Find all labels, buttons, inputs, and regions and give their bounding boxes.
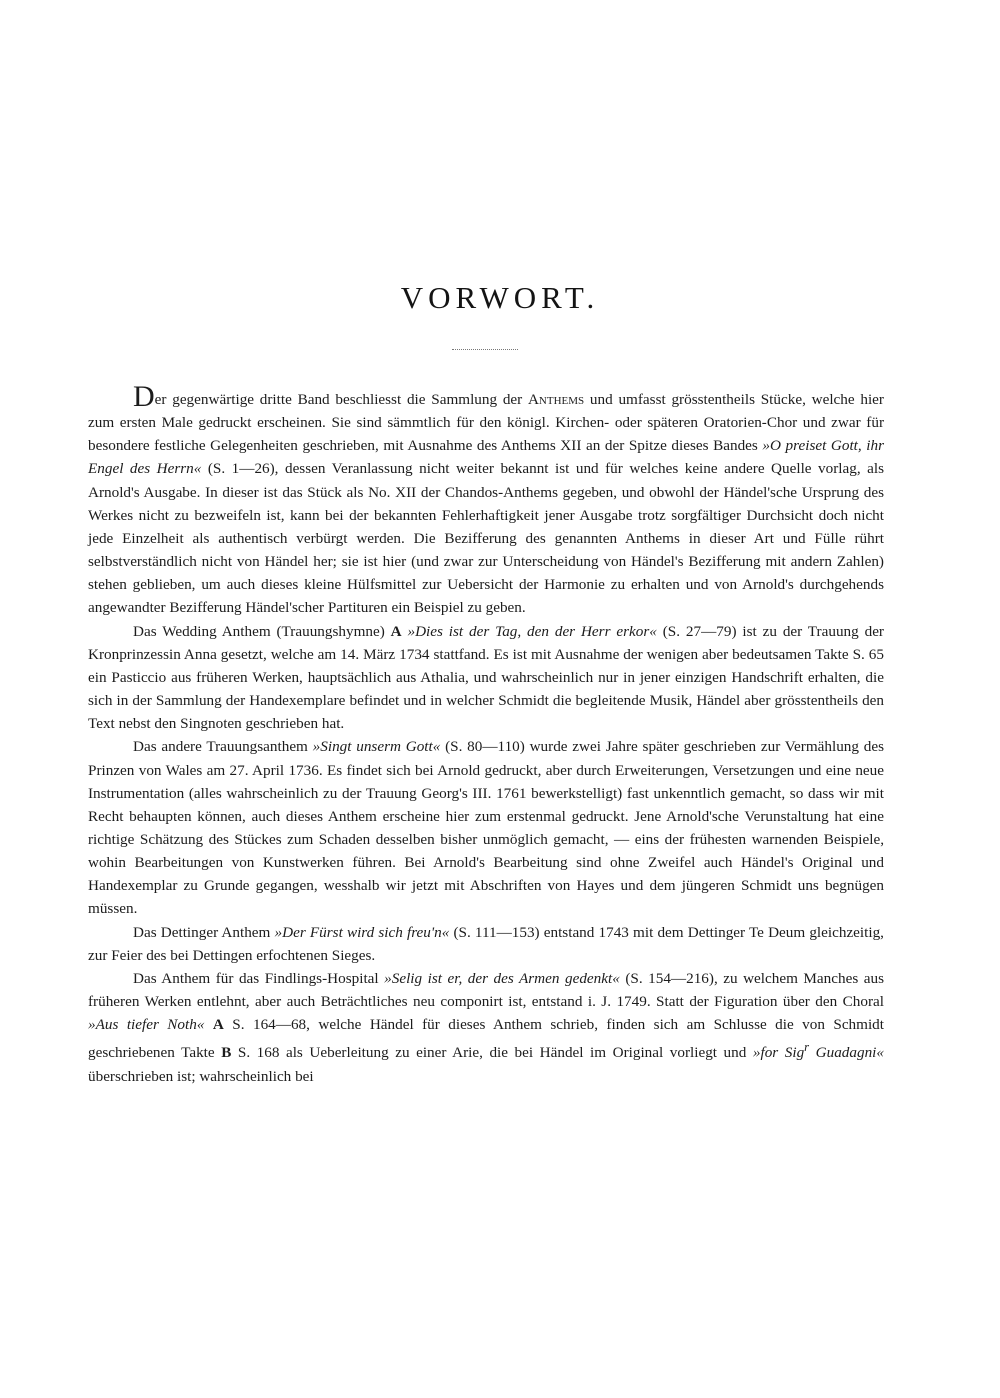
paragraph-4 xyxy=(88,921,884,967)
paragraph-1 xyxy=(88,380,885,620)
anthem-title-o-preiset-gott: »O preiset Gott, ihr Engel des Herrn« xyxy=(88,437,885,478)
paragraph-5-text-e: überschrieben ist; wahrscheinlich bei xyxy=(88,1067,314,1085)
marker-b: B xyxy=(221,1044,232,1062)
paragraph-3 xyxy=(88,735,884,920)
paragraph-5-text-a: Das Anthem für das Findlings-Hospital xyxy=(133,969,385,987)
chorale-title-aus-tiefer-noth: »Aus tiefer Noth« xyxy=(88,1016,205,1034)
inscription-guadagni: Guadagni« xyxy=(809,1044,884,1062)
preface-body xyxy=(88,380,885,1088)
title-divider xyxy=(452,349,518,350)
anthem-title-selig-ist-er: »Selig ist er, der des Armen gedenkt« xyxy=(384,969,620,987)
paragraph-2 xyxy=(88,620,884,736)
paragraph-2-text-a: Das Wedding Anthem (Trauungshymne) xyxy=(133,622,391,640)
marker-a: A xyxy=(212,1016,224,1034)
anthem-title-dies-ist-der-tag: »Dies ist der Tag, den der Herr erkor« xyxy=(407,622,657,640)
paragraph-5-text-b: (S. 154—216), zu welchem Manches aus früheren Werken entlehnt, aber auch Beträchtliches neu componirt ist, entstand i. J. 1749. Statt der Figuration über den Choral xyxy=(88,969,885,1011)
paragraph-4-text-b: (S. 111—153) entstand 1743 mit dem Dettinger Te Deum gleichzeitig, zur Feier des bei Dettingen erfochtenen Sieges. xyxy=(88,923,884,964)
anthem-title-singt-unserm-gott: »Singt unserm Gott« xyxy=(312,738,441,756)
anthem-title-der-fuerst: »Der Fürst wird sich freu'n« xyxy=(274,923,450,941)
paragraph-3-text-a: Das andere Trauungsanthem xyxy=(133,738,313,756)
paragraph-1-text-c: (S. 1—26), dessen Veranlassung nicht weiter bekannt ist und für welches keine andere Quelle vorlag, als Arnold's Ausgabe. In dieser ist das Stück als No. XII der Chandos-Anthems gegeben, und obwohl der Händel'sche Ursprung des Werkes nicht zu bezweifeln ist, kann bei der bekannten Fehlerhaftigkeit jener Ausgabe trotz sorgfältiger Durchsicht doch nicht jede Einzelheit als authentisch verbürgt werden. Die Bezifferung des genannten Anthems in dieser Art und Fülle rührt selbstverständlich nicht von Händel her; sie ist hier (und zwar zur Unterscheidung von Händel's Bezifferung mit andern Zahlen) stehen geblieben, um auch dieses kleine Hülfsmittel zur Uebersicht der Harmonie zu erhalten und von Arnold's durchgehends angewandter Bezifferung Händel'scher Partituren ein Beispiel zu geben. xyxy=(88,460,884,617)
paragraph-1-text-b: und umfasst grösstentheils Stücke, welche hier zum ersten Male gedruckt erscheinen. Sie sind sämmtlich für den königl. Kirchen- oder späteren Oratorien-Chor und zwar für besondere festliche Gelegenheiten geschrieben, mit Ausnahme des Anthems XII an der Spitze dieses Bandes xyxy=(88,391,884,455)
page-title: VORWORT. xyxy=(400,280,600,315)
drop-cap: D xyxy=(133,380,155,413)
anthems-smallcaps: Anthems xyxy=(527,391,585,408)
paragraph-5-text-c: S. 164—68, welche Händel für dieses Anthem schrieb, finden sich am Schlusse die von Schmidt geschriebenen Takte xyxy=(88,1016,884,1062)
inscription-for-signor: »for Sig xyxy=(752,1044,805,1062)
paragraph-5-text-d: S. 168 als Ueberleitung zu einer Arie, die bei Händel im Original vorliegt und xyxy=(231,1044,753,1062)
paragraph-5 xyxy=(88,967,884,1088)
inscription-superscript: r xyxy=(804,1040,810,1055)
paragraph-2-text-b: (S. 27—79) ist zu der Trauung der Kronprinzessin Anna gesetzt, welche am 14. März 1734 stattfand. Es ist mit Ausnahme der wenigen aber bedeutsamen Takte S. 65 ein Pasticcio aus früheren Werken, hauptsächlich aus Athalia, und wahrscheinlich nur in jener einzigen Handschrift erhalten, die sich in der Sammlung der Handexemplare befindet und in welcher Schmidt die begleitende Musik, Händel aber grösstentheils den Text nebst den Singnoten geschrieben hat. xyxy=(88,622,884,733)
paragraph-3-text-b: (S. 80—110) wurde zwei Jahre später geschrieben zur Vermählung des Prinzen von Wales am 27. April 1736. Es findet sich bei Arnold gedruckt, aber durch Erweiterungen, Versetzungen und eine neue Instrumentation (alles wahrscheinlich zu der Trauung Georg's III. 1761 bewerkstelligt) fast unkenntlich gemacht, so dass wir mit Recht behaupten können, auch dieses Anthem erscheine hier zum erstenmal gedruckt. Jene Arnold'sche Verunstaltung hat eine richtige Schätzung des Stückes zum Schaden desselben bisher unmöglich gemacht, — eins der frühesten warnenden Beispiele, wohin Bearbeitungen von Kunstwerken führen. Bei Arnold's Bearbeitung sind ohne Zweifel auch Händel's Original und Handexemplar zu Grunde gegangen, wesshalb wir jetzt mit Abschriften von Hayes und dem jüngeren Schmidt uns begnügen müssen. xyxy=(88,738,884,918)
paragraph-4-text-a: Das Dettinger Anthem xyxy=(133,923,275,941)
marker-a: A xyxy=(390,622,402,640)
space xyxy=(204,1016,212,1033)
paragraph-1-text-a: er gegenwärtige dritte Band beschliesst die Sammlung der xyxy=(154,391,528,408)
